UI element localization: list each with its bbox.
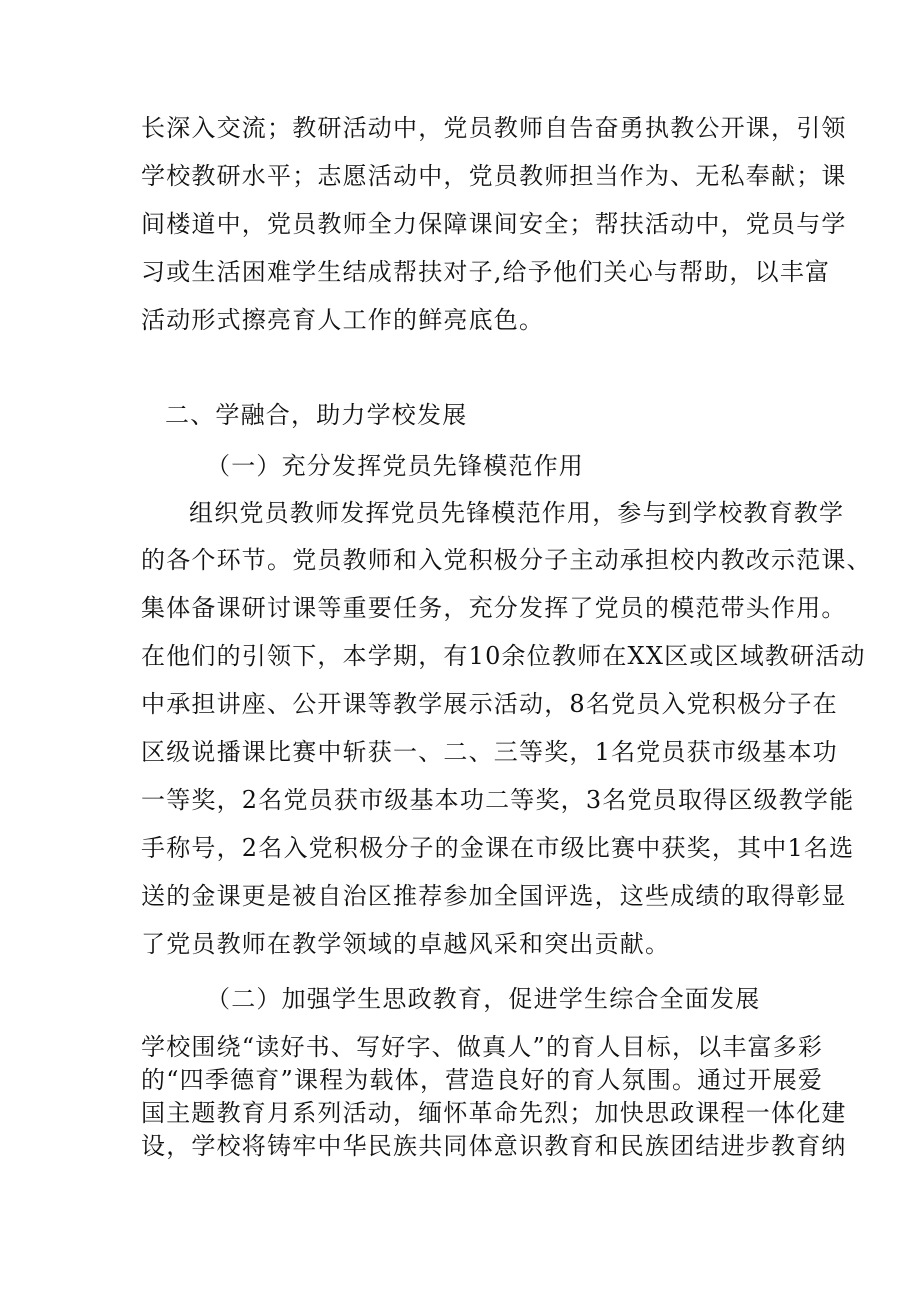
text-line: 集体备课研讨课等重要任务，充分发挥了党员的模范带头作用。 — [141, 594, 847, 622]
subsection-heading: （一）充分发挥党员先锋模范作用 — [206, 452, 584, 480]
text-line: 组织党员教师发挥党员先锋模范作用，参与到学校教育教学 — [189, 499, 845, 527]
text-line: 的“四季德育”课程为载体，营造良好的育人氛围。通过开展爱 — [141, 1066, 824, 1094]
section-heading: 二、学融合，助力学校发展 — [165, 401, 468, 429]
text-line: 手称号，2名入党积极分子的金课在市级比赛中获奖，其中1名选 — [141, 834, 855, 862]
text-line: 间楼道中，党员教师全力保障课间安全；帮扶活动中，党员与学 — [141, 210, 847, 238]
text-line: 了党员教师在教学领域的卓越风采和突出贡献。 — [141, 930, 671, 958]
text-line: 一等奖，2名党员获市级基本功二等奖，3名党员取得区级教学能 — [141, 786, 855, 814]
text-line: 的各个环节。党员教师和入党积极分子主动承担校内教改示范课、 — [141, 546, 872, 574]
subsection-heading: （二）加强学生思政教育，促进学生综合全面发展 — [206, 985, 761, 1013]
text-line: 长深入交流；教研活动中，党员教师自告奋勇执教公开课，引领 — [141, 114, 847, 142]
text-line: 学校围绕“读好书、写好字、做真人”的育人目标，以丰富多彩 — [141, 1033, 824, 1061]
text-line: 设，学校将铸牢中华民族共同体意识教育和民族团结进步教育纳 — [141, 1132, 847, 1160]
text-line: 在他们的引领下，本学期，有10余位教师在XX区或区域教研活动 — [141, 642, 866, 670]
text-line: 学校教研水平；志愿活动中，党员教师担当作为、无私奉献；课 — [141, 162, 847, 190]
text-line: 活动形式擦亮育人工作的鲜亮底色。 — [141, 306, 545, 334]
text-line: 送的金课更是被自治区推荐参加全国评选，这些成绩的取得彰显 — [141, 882, 847, 910]
text-line: 习或生活困难学生结成帮扶对子,给予他们关心与帮助，以丰富 — [141, 258, 831, 286]
text-line: 中承担讲座、公开课等教学展示活动，8名党员入党积极分子在 — [141, 690, 838, 718]
text-line: 国主题教育月系列活动，缅怀革命先烈；加快思政课程一体化建 — [141, 1099, 847, 1127]
text-line: 区级说播课比赛中斩获一、二、三等奖，1名党员获市级基本功 — [141, 738, 838, 766]
